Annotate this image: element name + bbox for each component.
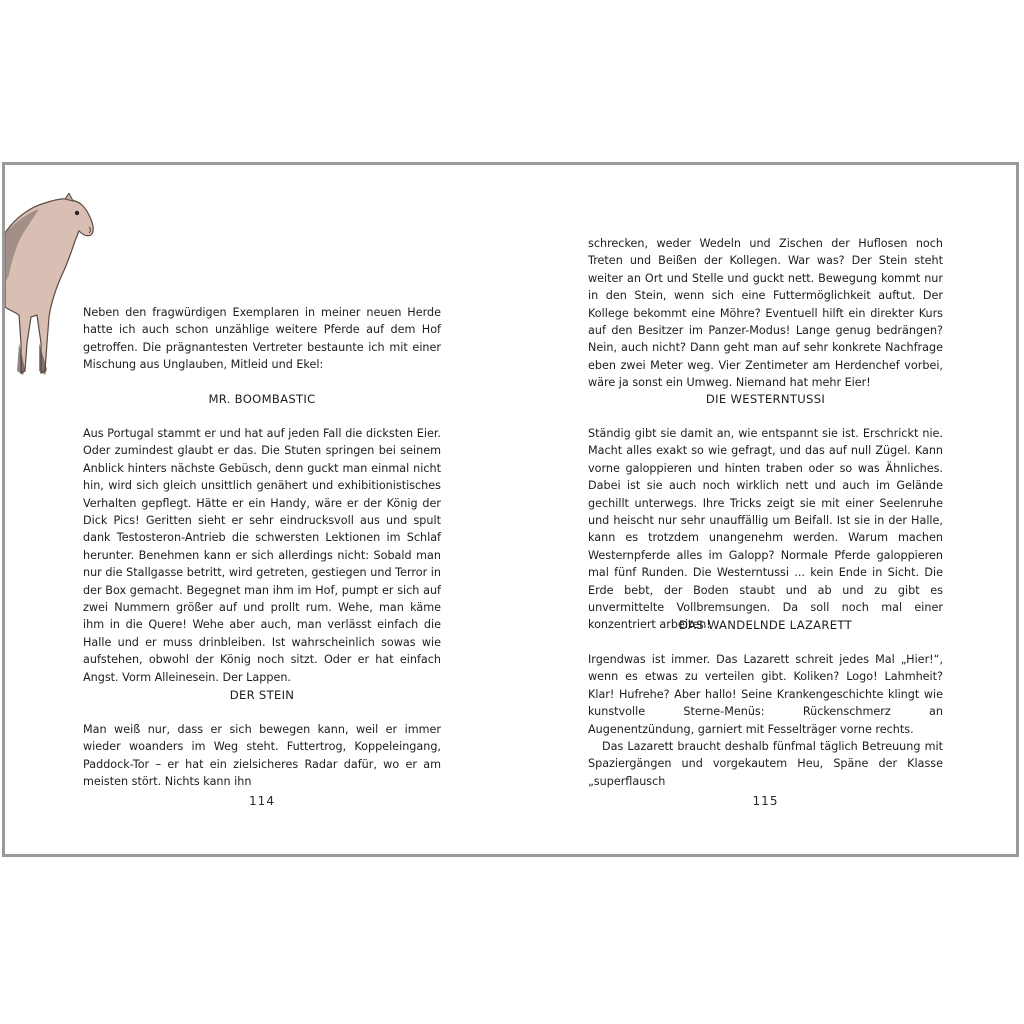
- paragraph-der-stein-continued: schrecken, weder Wedeln und Zischen der Huflosen noch Treten und Beißen der Kollegen. War was? Der Stein steht weiter an Ort und Stelle und guckt nett. Bewegung kommt nur in den Stein, wenn sich eine Futtermöglichkeit auftut. Der Kollege bekommt eine Möhre? Eventuell hilft ein direkter Kurs auf den Besitzer im Panzer-Modus! Lange genug bedrängen? Nein, auch nicht? Dann geht man auf sehr konkrete Nachfrage eben zwei Meter weg. Vier Zentimeter am Herdenchef vorbei, wäre ja sonst ein Umweg. Niemand hat mehr Eier!: [588, 237, 943, 390]
- heading-das-wandelnde-lazarett: DAS WANDELNDE LAZARETT: [679, 618, 852, 632]
- page-number-left: 114: [249, 794, 275, 808]
- paragraph-mr-boombastic: Aus Portugal stammt er und hat auf jeden Fall die dicksten Eier. Oder zumindest glaubt er das. Die Stuten springen bei seinem Anblick hinters nächste Gebüsch, denn guckt man einmal nicht hin, wird sich gleich unsittlich genähert und exhibitionistisches Verhalten gepflegt. Hätte er ein Handy, wäre er der König der Dick Pics! Geritten sieht er sehr eindrucksvoll aus und spult dank Testosteron-Antrieb die schwersten Lektionen im Schlaf herunter. Benehmen kann er sich allerdings nicht: Sobald man nur die Stallgasse betritt, wird getreten, gestiegen und Terror in der Box gemacht. Begegnet man ihm im Hof, pumpt er sich auf zwei Nummern größer auf und prollt rum. Wehe, man käme ihm in die Quere! Wehe aber auch, man verlässt einfach die Halle und er muss drinbleiben. Ist wahrscheinlich sowas wie aufstehen, obwohl der König noch sitzt. Oder er hat einfach Angst. Vorm Alleinesein. Der Lappen.: [83, 427, 441, 684]
- paragraph-lazarett-1: Irgendwas ist immer. Das Lazarett schreit jedes Mal „Hier!“, wenn es etwas zu verteilen gibt. Koliken? Logo! Lahmheit? Klar! Hufrehe? Aber hallo! Seine Krankengeschichte klingt wie kunstvolle Sterne-Menüs: Rückenschmerz an Augenentzündung, garniert mit Fesselträger vorne rechts.: [588, 653, 943, 736]
- heading-mr-boombastic: MR. BOOMBASTIC: [208, 392, 316, 406]
- right-page: [588, 165, 943, 854]
- lazarett-text: [588, 651, 943, 790]
- page-number-right: 115: [752, 794, 779, 808]
- left-page: [83, 165, 441, 854]
- paragraph-die-westerntussi: Ständig gibt sie damit an, wie entspannt sie ist. Erschrickt nie. Macht alles exakt so wie gefragt, und das auf null Zügel. Kann vorne galoppieren und hinten traben oder so was Ähnliches. Dabei ist sie auch noch wirklich nett und auch im Gelände gechillt unterwegs. Ihre Tricks zeigt sie mit einer Seelenruhe und heischt nur sehr unauffällig um Beifall. Ist sie in der Halle, kann es trotzdem unangenehm werden. Warum machen Westernpferde alles im Galopp? Normale Pferde galoppieren mal fünf Runden. Die Westerntussi ... kein Ende in Sicht. Die Erde bebt, der Boden staubt und ab und zu gibt es unvermittelte Vollbremsungen. Da soll noch mal einer konzentriert arbeiten!: [588, 427, 943, 632]
- book-spread: [2, 162, 1019, 857]
- intro-paragraph: Neben den fragwürdigen Exemplaren in meiner neuen Herde hatte ich auch schon unzählige weitere Pferde auf dem Hof getroffen. Die prägnantesten Vertreter bestaunte ich mit einer Mischung aus Unglauben, Mitleid und Ekel:: [83, 306, 441, 372]
- heading-der-stein: DER STEIN: [229, 688, 295, 702]
- paragraph-lazarett-2: Das Lazarett braucht deshalb fünfmal täglich Betreuung mit Spaziergängen und vorgekautem Heu, Späne der Klasse „superflausch: [588, 740, 943, 788]
- heading-die-westerntussi: DIE WESTERNTUSSI: [705, 392, 826, 406]
- paragraph-der-stein: Man weiß nur, dass er sich bewegen kann, weil er immer wieder woanders im Weg steht. Futtertrog, Koppeleingang, Paddock-Tor – er hat ein zielsicheres Radar dafür, wo er am meisten stört. Nichts kann ihn: [83, 723, 441, 789]
